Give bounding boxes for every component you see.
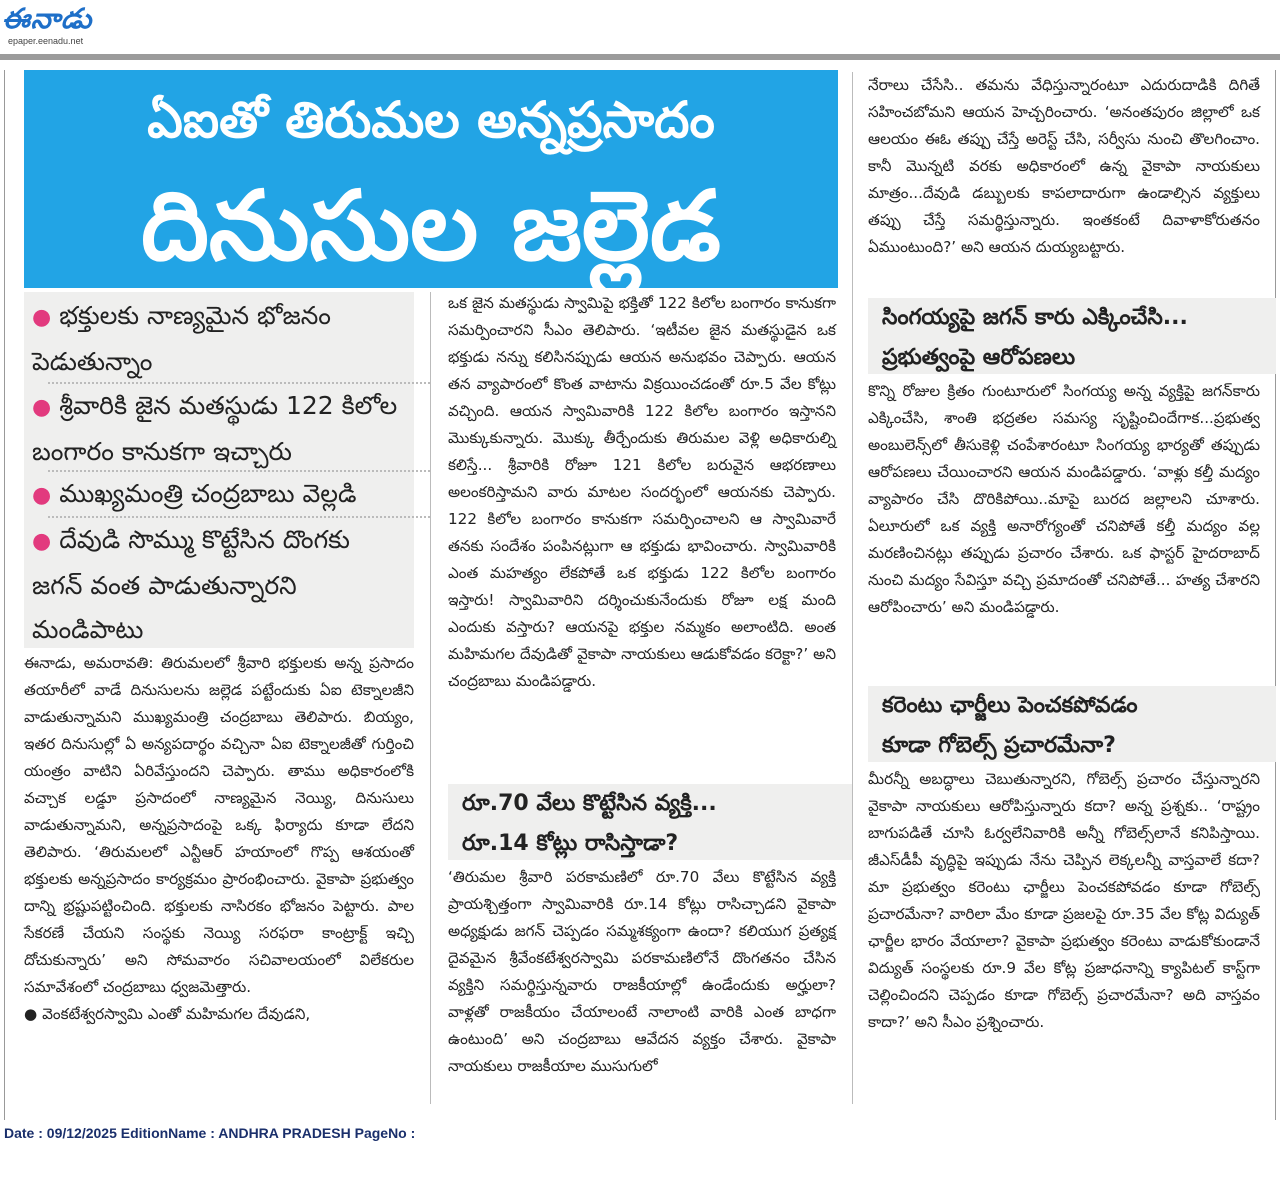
article-column-3c <box>868 766 1260 1036</box>
headline-banner <box>24 70 838 288</box>
highlights-box <box>24 292 414 648</box>
frame-left-rule <box>4 70 5 1120</box>
highlight-item <box>32 294 404 384</box>
column-rule <box>852 72 853 1104</box>
highlight-text: భక్తులకు నాణ్యమైన భోజనం పెడుతున్నాం <box>32 301 331 376</box>
article-paragraph: ● వెంకటేశ్వరస్వామి ఎంతో మహిమగల దేవుడని, <box>24 1005 311 1023</box>
article-paragraph: మీరన్నీ అబద్ధాలు చెబుతున్నారని, గోబెల్స్ ప్రచారం చేస్తున్నారని వైకాపా నాయకులు ఆరోపిస్తున్నారు కదా? అన్న ప్రశ్నకు.. ‘రాష్ట్రం బాగుపడితే చూసి ఓర్వలేనివారికి అన్నీ గోబెల్స్‌లానే కనిపిస్తాయి. జీఎస్‌డీపీ వృద్ధిపై ఇప్పుడు నేను చెప్పిన లెక్కలన్నీ వాస్తవాలే కదా? మా ప్రభుత్వం కరెంటు ఛార్జీలు పెంచకపోవడం కూడా గోబెల్స్ ప్రచారమేనా? వారిలా మేం కూడా ప్రజలపై రూ.35 వేల కోట్ల విద్యుత్ ఛార్జీల భారం వేయాలా? వైకాపా ప్రభుత్వం కరెంటు వాడుకోకుండానే విద్యుత్ సంస్థలకు రూ.9 వేల కోట్ల ప్రజాధనాన్ని క్యాపిటల్ కాస్ట్‌గా చెల్లించిందని చెప్పడం కూడా గోబెల్స్ ప్రచారమేనా? అది వాస్తవం కాదా?’ అని సీఎం ప్రశ్నించారు. <box>868 770 1260 1031</box>
bullet-icon: ● <box>32 305 52 330</box>
subheading-line: ప్రభుత్వంపై ఆరోపణలు <box>882 345 1076 370</box>
bullet-icon: ● <box>32 529 52 554</box>
article-paragraph: కొన్ని రోజుల క్రితం గుంటూరులో సింగయ్య అన్న వ్యక్తిపై జగన్‌కారు ఎక్కించేసి, శాంతి భద్రతల సమస్య సృష్టించిందేగాక...ప్రభుత్వ అంబులెన్స్‌లో తీసుకెళ్లి చంపేశారంటూ సింగయ్య భార్యతో తప్పుడు ఆరోపణలు చేయించారని ఆయన మండిపడ్డారు. ‘వాళ్లు కల్తీ మద్యం వ్యాపారం చేసి దొరికిపోయి..మాపై బురద జల్లాలని చూశారు. ఏలూరులో ఒక వ్యక్తి అనారోగ్యంతో చనిపోతే కల్తీ మద్యం వల్ల మరణించినట్లు తప్పుడు ప్రచారం చేశారు. ఒక ఫాస్టర్ హైదరాబాద్ నుంచి మద్యం సేవిస్తూ వచ్చి ప్రమాదంతో చనిపోతే... హత్య చేశారని ఆరోపించారు’ అని మండిపడ్డారు. <box>868 382 1260 616</box>
article-column-2b <box>448 864 836 1080</box>
bullet-icon: ● <box>32 395 52 420</box>
article-paragraph: నేరాలు చేసేసి.. తమను వేధిస్తున్నారంటూ ఎదురుదాడికి దిగితే సహించబోమని ఆయన హెచ్చరించారు. ‘అనంతపురం జిల్లాలో ఒక ఆలయం ఈఓ తప్పు చేస్తే అరెస్ట్ చేసి, సర్వీసు నుంచి తొలగించాం. కానీ మొన్నటి వరకు అధికారంలో ఉన్న వైకాపా నాయకులు మాత్రం...దేవుడి డబ్బులకు కాపలాదారుగా ఉండాల్సిన వ్యక్తులు తప్పు చేస్తే సమర్థిస్తున్నారు. ఇంతకంటే దివాళాకోరుతనం ఏముంటుంది?’ అని ఆయన దుయ్యబట్టారు. <box>868 76 1260 256</box>
headline-line1: ఏఐతో తిరుమల అన్నప్రసాదం <box>147 91 715 149</box>
column-rule <box>430 292 431 1104</box>
subheading-box <box>868 298 1276 374</box>
bullet-icon: ● <box>32 483 52 508</box>
subheading-line: రూ.14 కోట్లు రాసిస్తాడా? <box>462 831 679 856</box>
frame-right-rule <box>1275 70 1276 1120</box>
article-paragraph: ‘తిరుమల శ్రీవారి పరకామణిలో రూ.70 వేలు కొట్టేసిన వ్యక్తి ప్రాయశ్చిత్తంగా స్వామివారికి రూ.14 కోట్లు రాసిచ్చాడని వైకాపా అధ్యక్షుడు జగన్ చెప్పడం సమ్మశక్యంగా ఉందా? కలియుగ ప్రత్యక్ష దైవమైన శ్రీవేంకటేశ్వరస్వామి పరకామణిలోనే దొంగతనం చేసిన వ్యక్తిని సమర్థిస్తున్నవారు రాజకీయాల్లో ఉండేందుకు అర్హులా? వాళ్లతో రాజకీయం చేయాలంటే నాలాంటి వారికి ఎంత బాధగా ఉంటుంది’ అని చంద్రబాబు ఆవేదన వ్యక్తం చేశారు. వైకాపా నాయకులు రాజకీయాల ముసుగులో <box>448 868 836 1075</box>
eenadu-logo <box>2 2 127 46</box>
highlight-text: ముఖ్యమంత్రి చంద్రబాబు వెల్లడి <box>59 479 357 508</box>
article-column-3 <box>868 72 1260 261</box>
subheading-line: కరెంటు ఛార్జీలు పెంచకపోవడం <box>882 693 1138 718</box>
highlight-text: దేవుడి సొమ్ము కొట్టేసిన దొంగకు జగన్ వంత పాడుతున్నారని మండిపాటు <box>32 525 350 644</box>
subheading-box <box>868 686 1276 762</box>
article-paragraph: ఒక జైన మతస్థుడు స్వామిపై భక్తితో 122 కిలోల బంగారం కానుకగా సమర్పించారని సీఎం తెలిపారు. ‘ఇటీవల జైన మతస్థుడైన ఒక భక్తుడు నన్ను కలిసినప్పుడు ఆయన అనుభవం చెప్పారు. ఆయన తన వ్యాపారంలో కొంత వాటాను విక్రయించడంతో రూ.5 వేల కోట్లు వచ్చింది. ఆయన స్వామివారికి 122 కిలోల బంగారం ఇస్తానని మొక్కుకున్నారు. మొక్కు తీర్చేందుకు తిరుమల వెళ్లి అధికారుల్ని కలిస్తే... శ్రీవారికి రోజూ 121 కిలోల బరువైన ఆభరణాలు అలంకరిస్తామని వారు మాటల సందర్భంలో ఆయనకు చెప్పారు. 122 కిలోల బంగారం కానుకగా సమర్పించాలని ఆ స్వామివారే తనకు సందేశం పంపినట్లుగా ఆ భక్తుడు భావించారు. స్వామివారికి ఎంత మహత్యం లేకపోతే ఒక భక్తుడు 122 కిలోల బంగారం ఇస్తారు! స్వామివారిని దర్శించుకునేందుకు రోజూ లక్ష మంది ఎందుకు వస్తారు? ఆయనపై భక్తుల నమ్మకం అలాంటిది. అంత మహిమగల దేవుడితో వైకాపా నాయకులు ఆడుకోవడం కరెక్టా?’ అని చంద్రబాబు మండిపడ్డారు. <box>448 294 836 690</box>
subheading-line: కూడా గోబెల్స్ ప్రచారమేనా? <box>882 733 1116 758</box>
article-column-3b <box>868 378 1260 621</box>
logo-url: epaper.eenadu.net <box>8 36 84 46</box>
subheading-line: సింగయ్యపై జగన్ కారు ఎక్కించేసి... <box>882 305 1188 330</box>
article-column-1 <box>24 650 414 1028</box>
article-paragraph: ఈనాడు, అమరావతి: తిరుమలలో శ్రీవారి భక్తులకు అన్న ప్రసాదం తయారీలో వాడే దినుసులను జల్లెడ పట్టేందుకు ఏఐ టెక్నాలజీని వాడుతున్నామని ముఖ్యమంత్రి చంద్రబాబు తెలిపారు. బియ్యం, ఇతర దినుసుల్లో ఏ అన్యపదార్థం వచ్చినా ఏఐ టెక్నాలజీతో గుర్తించి యంత్రం వాటిని ఏరివేస్తుందని చెప్పారు. తాము అధికారంలోకి వచ్చాక లడ్డూ ప్రసాదంలో నాణ్యమైన నెయ్యి, దినుసులు వాడుతున్నామని, అన్నప్రసాదంపై ఒక్క ఫిర్యాదు కూడా లేదని తెలిపారు. ‘తిరుమలలో ఎన్టీఆర్ హయాంలో గొప్ప ఆశయంతో భక్తులకు అన్నప్రసాదం కార్యక్రమం ప్రారంభించారు. వైకాపా ప్రభుత్వం దాన్ని భ్రష్టుపట్టించింది. భక్తులకు నాసిరకం భోజనం పెట్టారు. పాల సేకరణే చేయని సంస్థకు నెయ్యి సరఫరా కాంట్రాక్ట్ ఇచ్చి దోచుకున్నారు’ అని సోమవారం సచివాలయంలో విలేకరుల సమావేశంలో చంద్రబాబు ధ్వజమెత్తారు. <box>24 654 414 996</box>
logo-mark: ఈనాడు <box>2 2 93 35</box>
highlight-item <box>32 518 404 652</box>
highlight-text: శ్రీవారికి జైన మతస్థుడు 122 కిలోల బంగారం కానుకగా ఇచ్చారు <box>32 391 398 466</box>
subheading-box <box>448 784 852 860</box>
highlight-item <box>32 472 404 518</box>
edition-footer: Date : 09/12/2025 EditionName : ANDHRA PRADESH PageNo : <box>4 1125 416 1141</box>
top-divider <box>0 54 1280 60</box>
headline-line2: దినుసుల జల్లెడ <box>141 170 721 282</box>
article-column-2 <box>448 290 836 695</box>
subheading-line: రూ.70 వేలు కొట్టేసిన వ్యక్తి... <box>462 791 717 816</box>
highlight-item <box>32 384 404 474</box>
